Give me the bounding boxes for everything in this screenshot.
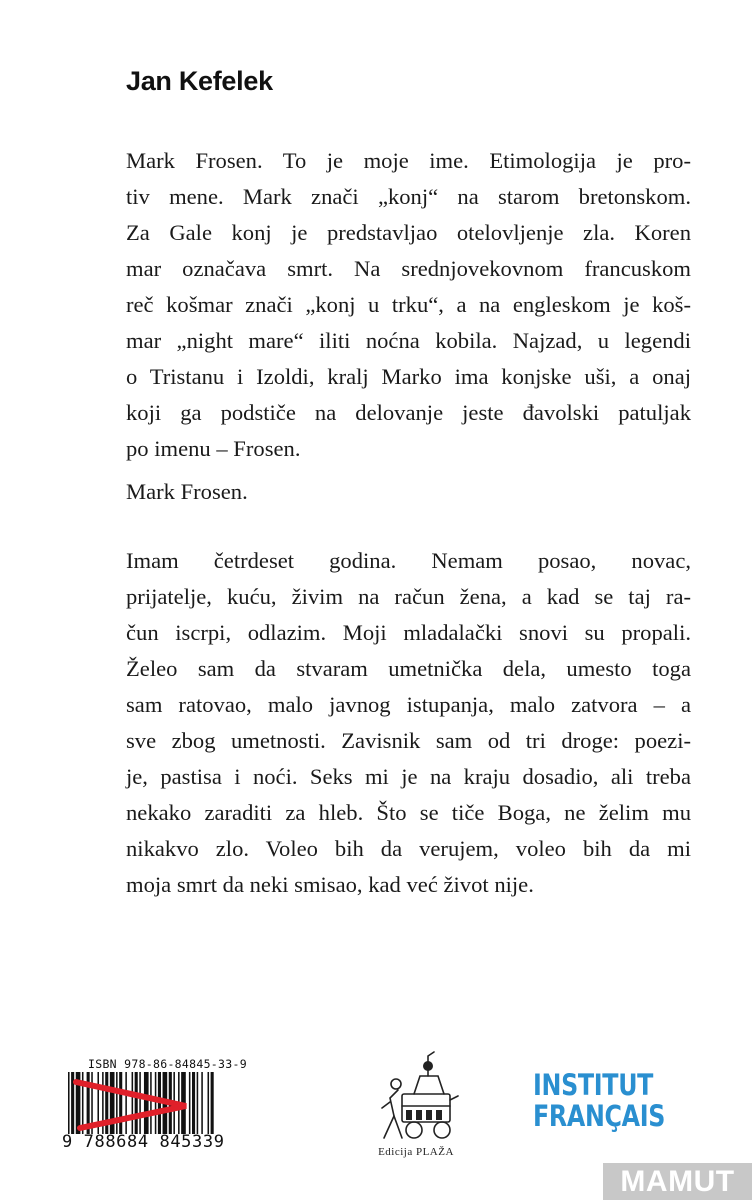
barcode-bar (135, 1072, 138, 1134)
barcode-bar (197, 1072, 199, 1134)
institut-francais-logo (533, 1070, 665, 1132)
barcode-bar (208, 1072, 210, 1134)
text-line: nekako zaraditi za hleb. Što se tiče Boga, ne želim mu (126, 800, 691, 825)
barcode-bar (139, 1072, 141, 1134)
barcode-bars (66, 1072, 282, 1134)
barcode-bar (125, 1072, 127, 1134)
watermark: MAMUT (603, 1163, 752, 1200)
publisher-emblem-icon (354, 1046, 478, 1144)
text-line: Mark Frosen. (126, 479, 248, 504)
text-line: koji ga podstiče na delovanje jeste đavolski patuljak (126, 400, 691, 425)
text-line: Mark Frosen. To je moje ime. Etimologija je pro- (126, 148, 691, 173)
logo-line: FRANÇAIS (533, 1099, 666, 1133)
publisher-name: Edicija PLAŽA (378, 1146, 454, 1158)
text-line: Za Gale konj je predstavljao otelovljenje zla. Koren (126, 220, 691, 245)
barcode-bar (211, 1072, 214, 1134)
text-line: tiv mene. Mark znači „konj“ na starom bretonskom. (126, 184, 691, 209)
isbn-label: ISBN 978-86-84845-33-9 (88, 1057, 247, 1071)
text-line: nikakvo zlo. Voleo bih da verujem, voleo bih da mi (126, 836, 691, 861)
author-name: Jan Kefelek (126, 66, 273, 96)
barcode-bar (116, 1072, 118, 1134)
barcode-digits: 9 788684 845339 (62, 1132, 225, 1152)
barcode-bar (189, 1072, 191, 1134)
text-line: sam ratovao, malo javnog istupanja, malo zatvora – a (126, 692, 691, 717)
text-line: moja smrt da neki smisao, kad već život nije. (126, 872, 534, 897)
barcode-bar (132, 1072, 134, 1134)
barcode-bar (119, 1072, 122, 1134)
text-line: Imam četrdeset godina. Nemam posao, novac, (126, 548, 691, 573)
text-line: o Tristanu i Izoldi, kralj Marko ima konjske uši, a onaj (126, 364, 691, 389)
publisher-logo (354, 1046, 478, 1164)
isbn-barcode (62, 1057, 284, 1157)
text-line: po imenu – Frosen. (126, 436, 301, 461)
paragraph-biography (126, 543, 691, 903)
barcode-bar (192, 1072, 195, 1134)
text-line: mar „night mare“ iliti noćna kobila. Najzad, u legendi (126, 328, 691, 353)
text-line: čun iscrpi, odlazim. Moji mladalački snovi su propali. (126, 620, 691, 645)
paragraph-etymology (126, 143, 691, 467)
barcode-bar (68, 1072, 70, 1134)
text-line: prijatelje, kuću, živim na račun žena, a kad se taj ra- (126, 584, 691, 609)
text-line: Želeo sam da stvaram umetnička dela, umesto toga (126, 656, 691, 681)
barcode-bar (150, 1072, 152, 1134)
barcode-bar (144, 1072, 149, 1134)
paragraph-name (126, 474, 691, 510)
text-line: je, pastisa i noći. Seks mi je na kraju dosadio, ali treba (126, 764, 691, 789)
barcode-bar (201, 1072, 203, 1134)
text-line: mar označava smrt. Na srednjovekovnom francuskom (126, 256, 691, 281)
logo-line: INSTITUT (533, 1068, 654, 1102)
text-line: reč košmar znači „konj u trku“, a na engleskom je koš- (126, 292, 691, 317)
text-line: sve zbog umetnosti. Zavisnik sam od tri droge: poezi- (126, 728, 691, 753)
barcode-bar (155, 1072, 157, 1134)
